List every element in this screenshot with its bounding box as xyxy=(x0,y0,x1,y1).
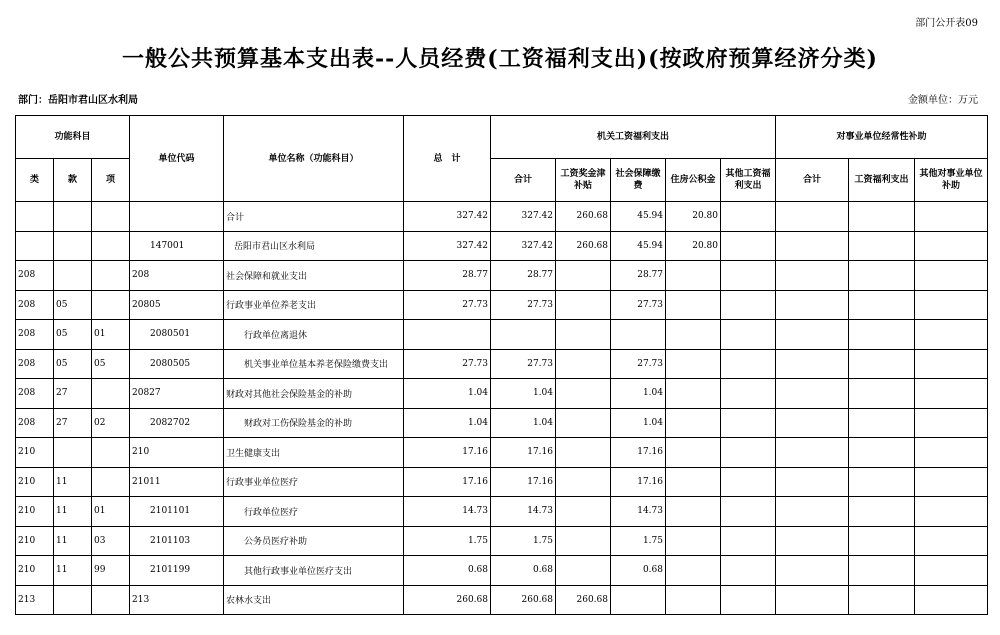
xiang-cell: 99 xyxy=(92,556,130,586)
cat-cell: 208 xyxy=(16,320,54,350)
sub-wage-cell xyxy=(849,349,915,379)
sub-other-cell xyxy=(915,261,988,291)
bonus-cell xyxy=(556,320,611,350)
total-header: 总 计 xyxy=(404,116,491,202)
xiang-cell xyxy=(92,261,130,291)
other-cell xyxy=(721,556,776,586)
kuan-cell: 05 xyxy=(54,290,92,320)
kuan-cell: 11 xyxy=(54,497,92,527)
sub-sum-cell xyxy=(776,349,849,379)
table-row xyxy=(16,585,988,615)
sub-sum-cell xyxy=(776,585,849,615)
total-cell: 327.42 xyxy=(404,231,491,261)
org-sum-cell: 0.68 xyxy=(491,556,556,586)
sub-sum-cell xyxy=(776,438,849,468)
cat-cell: 210 xyxy=(16,497,54,527)
sub-wage-cell xyxy=(849,290,915,320)
unit-code-cell: 2080501 xyxy=(130,320,224,350)
bonus-cell xyxy=(556,438,611,468)
sub-other-cell xyxy=(915,556,988,586)
org-sum-cell xyxy=(491,320,556,350)
table-row xyxy=(16,261,988,291)
unit-name-cell: 社会保障和就业支出 xyxy=(224,261,404,291)
housing-cell: 20.80 xyxy=(666,202,721,232)
unit-code-cell: 208 xyxy=(130,261,224,291)
table-row xyxy=(16,202,988,232)
sub-wage-cell xyxy=(849,556,915,586)
social-cell: 28.77 xyxy=(611,261,666,291)
sub-sum-cell xyxy=(776,290,849,320)
org-housing-header: 住房公积金 xyxy=(666,159,721,202)
sub-wage-cell xyxy=(849,231,915,261)
sub-other-cell xyxy=(915,526,988,556)
housing-cell xyxy=(666,556,721,586)
sub-other-cell xyxy=(915,379,988,409)
sub-other-header: 其他对事业单位补助 xyxy=(915,159,988,202)
kuan-cell: 05 xyxy=(54,349,92,379)
unit-code-cell: 2082702 xyxy=(130,408,224,438)
func-subject-header: 功能科目 xyxy=(16,116,130,159)
sub-sum-cell xyxy=(776,261,849,291)
housing-cell: 20.80 xyxy=(666,231,721,261)
sub-sum-cell xyxy=(776,497,849,527)
bonus-cell xyxy=(556,556,611,586)
sub-wage-cell xyxy=(849,497,915,527)
total-cell: 327.42 xyxy=(404,202,491,232)
org-sum-header: 合计 xyxy=(491,159,556,202)
kuan-cell: 05 xyxy=(54,320,92,350)
social-cell: 1.75 xyxy=(611,526,666,556)
sub-sum-cell xyxy=(776,231,849,261)
bonus-cell xyxy=(556,408,611,438)
table-row xyxy=(16,349,988,379)
other-cell xyxy=(721,202,776,232)
cat-cell xyxy=(16,202,54,232)
kuan-cell: 11 xyxy=(54,526,92,556)
sub-wage-cell xyxy=(849,438,915,468)
other-cell xyxy=(721,408,776,438)
unit-name-cell: 财政对其他社会保险基金的补助 xyxy=(224,379,404,409)
housing-cell xyxy=(666,408,721,438)
org-sum-cell: 17.16 xyxy=(491,438,556,468)
total-cell: 27.73 xyxy=(404,349,491,379)
other-cell xyxy=(721,231,776,261)
org-welfare-header: 机关工资福利支出 xyxy=(491,116,776,159)
org-sum-cell: 1.75 xyxy=(491,526,556,556)
total-cell: 260.68 xyxy=(404,585,491,615)
org-sum-cell: 1.04 xyxy=(491,408,556,438)
bonus-cell xyxy=(556,497,611,527)
social-cell: 1.04 xyxy=(611,379,666,409)
other-cell xyxy=(721,526,776,556)
sub-other-cell xyxy=(915,290,988,320)
subsidy-header: 对事业单位经常性补助 xyxy=(776,116,988,159)
total-cell: 1.04 xyxy=(404,379,491,409)
sub-wage-cell xyxy=(849,585,915,615)
housing-cell xyxy=(666,261,721,291)
bonus-cell xyxy=(556,290,611,320)
other-cell xyxy=(721,290,776,320)
total-cell: 14.73 xyxy=(404,497,491,527)
table-row xyxy=(16,556,988,586)
org-bonus-header: 工资奖金津补贴 xyxy=(556,159,611,202)
unit-code-cell: 2101101 xyxy=(130,497,224,527)
other-cell xyxy=(721,467,776,497)
social-cell: 27.73 xyxy=(611,290,666,320)
unit-name-cell: 行政事业单位养老支出 xyxy=(224,290,404,320)
total-cell: 1.04 xyxy=(404,408,491,438)
total-cell: 28.77 xyxy=(404,261,491,291)
sub-sum-cell xyxy=(776,467,849,497)
unit-code-cell: 2080505 xyxy=(130,349,224,379)
sub-wage-cell xyxy=(849,526,915,556)
unit-code-cell: 20827 xyxy=(130,379,224,409)
table-row xyxy=(16,290,988,320)
org-sum-cell: 327.42 xyxy=(491,202,556,232)
unit-code-cell xyxy=(130,202,224,232)
form-number: 部门公开表09 xyxy=(915,18,978,29)
table-row xyxy=(16,408,988,438)
social-cell: 0.68 xyxy=(611,556,666,586)
bonus-cell xyxy=(556,467,611,497)
unit-code-cell: 21011 xyxy=(130,467,224,497)
kuan-cell xyxy=(54,202,92,232)
table-row xyxy=(16,526,988,556)
xiang-cell: 05 xyxy=(92,349,130,379)
table-row xyxy=(16,320,988,350)
org-sum-cell: 27.73 xyxy=(491,290,556,320)
total-cell: 1.75 xyxy=(404,526,491,556)
bonus-cell xyxy=(556,261,611,291)
table-row xyxy=(16,379,988,409)
xiang-cell xyxy=(92,231,130,261)
kuan-cell: 27 xyxy=(54,408,92,438)
sub-other-cell xyxy=(915,349,988,379)
unit-name-cell: 公务员医疗补助 xyxy=(224,526,404,556)
social-cell xyxy=(611,320,666,350)
cat-header: 类 xyxy=(16,159,54,202)
housing-cell xyxy=(666,497,721,527)
table-row xyxy=(16,231,988,261)
total-cell: 17.16 xyxy=(404,438,491,468)
total-cell: 27.73 xyxy=(404,290,491,320)
unit-name-cell: 行政单位离退休 xyxy=(224,320,404,350)
unit-name-cell: 机关事业单位基本养老保险缴费支出 xyxy=(224,349,404,379)
social-cell: 1.04 xyxy=(611,408,666,438)
unit-name-header: 单位名称（功能科目） xyxy=(224,116,404,202)
cat-cell: 208 xyxy=(16,290,54,320)
unit-code-cell: 2101103 xyxy=(130,526,224,556)
org-sum-cell: 17.16 xyxy=(491,467,556,497)
housing-cell xyxy=(666,438,721,468)
cat-cell: 208 xyxy=(16,349,54,379)
sub-wage-header: 工资福利支出 xyxy=(849,159,915,202)
org-sum-cell: 1.04 xyxy=(491,379,556,409)
sub-wage-cell xyxy=(849,202,915,232)
cat-cell: 208 xyxy=(16,379,54,409)
cat-cell: 208 xyxy=(16,408,54,438)
org-sum-cell: 28.77 xyxy=(491,261,556,291)
bonus-cell xyxy=(556,349,611,379)
page-title: 一般公共预算基本支出表--人员经费(工资福利支出)(按政府预算经济分类) xyxy=(122,46,878,72)
sub-sum-cell xyxy=(776,379,849,409)
xiang-cell xyxy=(92,379,130,409)
bonus-cell xyxy=(556,526,611,556)
xiang-cell xyxy=(92,585,130,615)
bonus-cell: 260.68 xyxy=(556,202,611,232)
sub-other-cell xyxy=(915,438,988,468)
kuan-cell: 27 xyxy=(54,379,92,409)
unit-code-cell: 147001 xyxy=(130,231,224,261)
cat-cell: 208 xyxy=(16,261,54,291)
sub-sum-header: 合计 xyxy=(776,159,849,202)
org-other-header: 其他工资福利支出 xyxy=(721,159,776,202)
sub-other-cell xyxy=(915,320,988,350)
housing-cell xyxy=(666,349,721,379)
kuan-cell: 11 xyxy=(54,467,92,497)
org-sum-cell: 327.42 xyxy=(491,231,556,261)
cat-cell: 210 xyxy=(16,467,54,497)
sub-other-cell xyxy=(915,231,988,261)
bonus-cell xyxy=(556,379,611,409)
unit-code-cell: 2101199 xyxy=(130,556,224,586)
kuan-cell: 11 xyxy=(54,556,92,586)
sub-wage-cell xyxy=(849,379,915,409)
xiang-header: 项 xyxy=(92,159,130,202)
housing-cell xyxy=(666,379,721,409)
sub-wage-cell xyxy=(849,261,915,291)
kuan-cell xyxy=(54,585,92,615)
org-sum-cell: 27.73 xyxy=(491,349,556,379)
sub-other-cell xyxy=(915,467,988,497)
sub-sum-cell xyxy=(776,320,849,350)
cat-cell: 210 xyxy=(16,526,54,556)
table-row xyxy=(16,497,988,527)
table-row xyxy=(16,467,988,497)
other-cell xyxy=(721,497,776,527)
sub-other-cell xyxy=(915,497,988,527)
cat-cell: 210 xyxy=(16,556,54,586)
other-cell xyxy=(721,320,776,350)
xiang-cell: 03 xyxy=(92,526,130,556)
unit-name-cell: 合计 xyxy=(224,202,404,232)
kuan-cell xyxy=(54,261,92,291)
housing-cell xyxy=(666,585,721,615)
sub-other-cell xyxy=(915,585,988,615)
xiang-cell: 01 xyxy=(92,320,130,350)
org-sum-cell: 14.73 xyxy=(491,497,556,527)
other-cell xyxy=(721,438,776,468)
sub-sum-cell xyxy=(776,526,849,556)
housing-cell xyxy=(666,467,721,497)
housing-cell xyxy=(666,290,721,320)
unit-label: 金额单位：万元 xyxy=(908,95,978,106)
social-cell xyxy=(611,585,666,615)
other-cell xyxy=(721,379,776,409)
kuan-cell xyxy=(54,438,92,468)
unit-name-cell: 其他行政事业单位医疗支出 xyxy=(224,556,404,586)
cat-cell xyxy=(16,231,54,261)
bonus-cell: 260.68 xyxy=(556,585,611,615)
total-cell: 0.68 xyxy=(404,556,491,586)
other-cell xyxy=(721,585,776,615)
unit-code-cell: 210 xyxy=(130,438,224,468)
total-cell: 17.16 xyxy=(404,467,491,497)
cat-cell: 210 xyxy=(16,438,54,468)
housing-cell xyxy=(666,320,721,350)
social-cell: 45.94 xyxy=(611,231,666,261)
budget-table xyxy=(15,115,988,615)
sub-other-cell xyxy=(915,202,988,232)
total-cell xyxy=(404,320,491,350)
unit-code-cell: 20805 xyxy=(130,290,224,320)
xiang-cell: 01 xyxy=(92,497,130,527)
sub-sum-cell xyxy=(776,408,849,438)
kuan-header: 款 xyxy=(54,159,92,202)
unit-name-cell: 行政事业单位医疗 xyxy=(224,467,404,497)
unit-name-cell: 农林水支出 xyxy=(224,585,404,615)
unit-code-cell: 213 xyxy=(130,585,224,615)
social-cell: 45.94 xyxy=(611,202,666,232)
other-cell xyxy=(721,261,776,291)
xiang-cell xyxy=(92,467,130,497)
xiang-cell xyxy=(92,290,130,320)
xiang-cell xyxy=(92,202,130,232)
unit-name-cell: 行政单位医疗 xyxy=(224,497,404,527)
social-cell: 17.16 xyxy=(611,467,666,497)
social-cell: 27.73 xyxy=(611,349,666,379)
unit-code-header: 单位代码 xyxy=(130,116,224,202)
department-label: 部门：岳阳市君山区水利局 xyxy=(18,95,138,106)
sub-other-cell xyxy=(915,408,988,438)
org-social-header: 社会保障缴费 xyxy=(611,159,666,202)
unit-name-cell: 卫生健康支出 xyxy=(224,438,404,468)
bonus-cell: 260.68 xyxy=(556,231,611,261)
other-cell xyxy=(721,349,776,379)
unit-name-cell: 财政对工伤保险基金的补助 xyxy=(224,408,404,438)
sub-sum-cell xyxy=(776,202,849,232)
xiang-cell xyxy=(92,438,130,468)
sub-wage-cell xyxy=(849,320,915,350)
kuan-cell xyxy=(54,231,92,261)
sub-wage-cell xyxy=(849,467,915,497)
org-sum-cell: 260.68 xyxy=(491,585,556,615)
housing-cell xyxy=(666,526,721,556)
social-cell: 14.73 xyxy=(611,497,666,527)
sub-wage-cell xyxy=(849,408,915,438)
sub-sum-cell xyxy=(776,556,849,586)
xiang-cell: 02 xyxy=(92,408,130,438)
table-row xyxy=(16,438,988,468)
social-cell: 17.16 xyxy=(611,438,666,468)
cat-cell: 213 xyxy=(16,585,54,615)
unit-name-cell: 岳阳市君山区水利局 xyxy=(224,231,404,261)
